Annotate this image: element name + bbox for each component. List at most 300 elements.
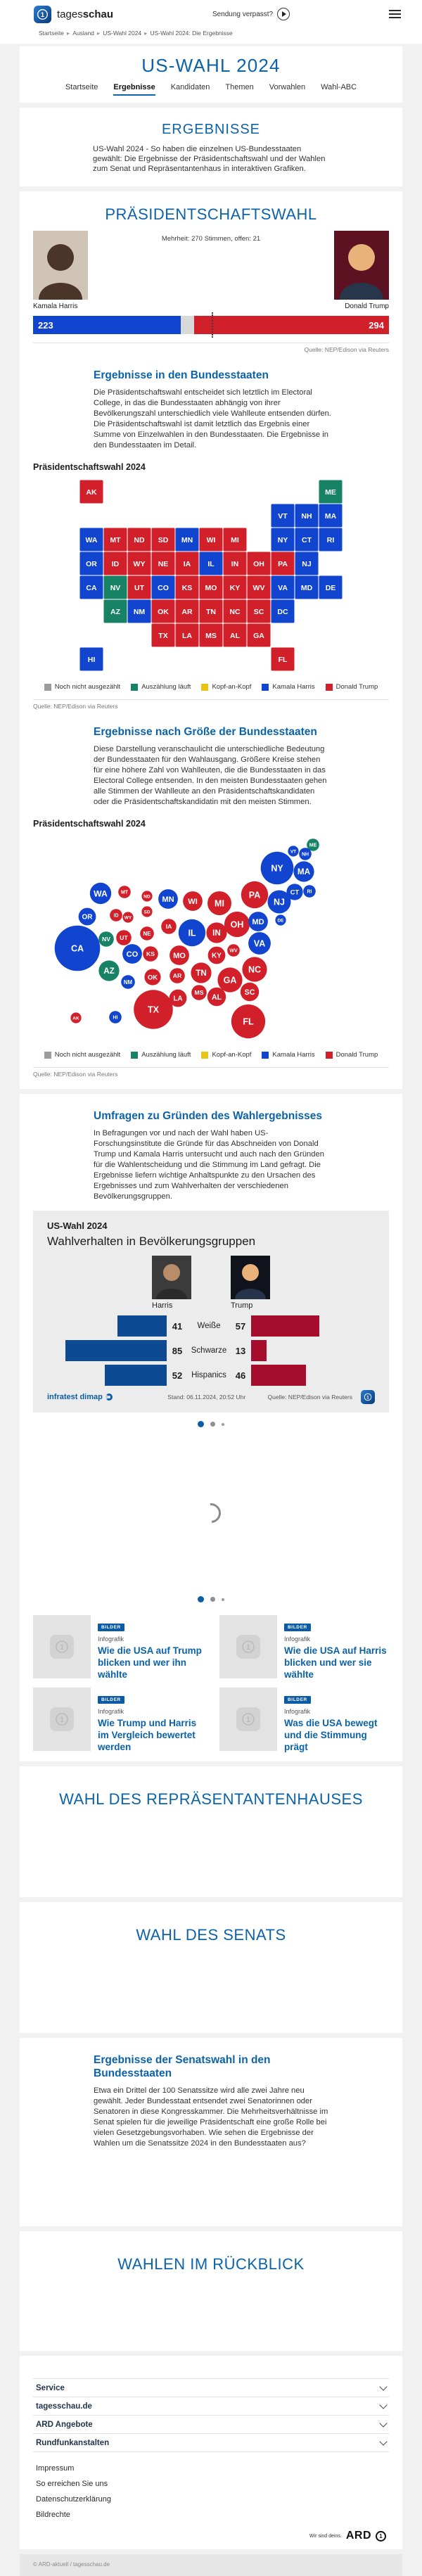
state-tile-NM[interactable] (128, 600, 151, 623)
svg-text:NE: NE (158, 560, 169, 568)
teaser-kicker: Infografik (284, 1708, 311, 1715)
accordion-label: Service (36, 2383, 65, 2392)
svg-text:WI: WI (206, 536, 216, 544)
carousel-dot-2[interactable] (210, 1422, 215, 1427)
tagesschau-logo[interactable] (34, 6, 113, 23)
state-tile-ND[interactable] (128, 528, 151, 551)
footer-link-datenschutzerkl-rung[interactable]: Datenschutzerklärung (36, 2495, 112, 2504)
svg-text:WY: WY (124, 915, 132, 921)
teaser-card[interactable] (33, 1688, 203, 1753)
state-bubble-MA[interactable] (293, 861, 314, 881)
state-bubble-TX[interactable] (134, 990, 173, 1029)
footer-accordion-tagesschau-de[interactable] (33, 2397, 389, 2415)
state-bubble-SD[interactable] (141, 906, 152, 917)
menu-icon[interactable] (389, 10, 401, 18)
state-tile-VA[interactable] (271, 576, 295, 599)
trump-value: 13 (235, 1345, 246, 1356)
legend-item (44, 1051, 120, 1059)
results-heading: ERGEBNISSE (161, 122, 261, 137)
state-bubble-AR[interactable] (170, 968, 185, 983)
majority-marker (212, 312, 213, 338)
svg-text:VA: VA (253, 938, 266, 949)
legend-label: Auszählung läuft (141, 683, 191, 691)
teaser-badge: BILDER (284, 1696, 311, 1704)
state-bubble-IL[interactable] (179, 919, 205, 946)
state-tile-AR[interactable] (176, 600, 199, 623)
svg-text:MA: MA (324, 512, 337, 521)
svg-text:OK: OK (158, 608, 169, 616)
state-tile-ME[interactable] (319, 480, 343, 504)
svg-text:TN: TN (196, 969, 207, 978)
svg-text:1: 1 (366, 1395, 369, 1401)
state-tile-AK[interactable] (80, 480, 103, 504)
state-bubble-MT[interactable] (118, 886, 131, 898)
svg-text:NY: NY (271, 863, 283, 874)
svg-text:OK: OK (148, 974, 158, 981)
state-tile-FL[interactable] (271, 648, 295, 671)
state-bubble-NM[interactable] (121, 975, 135, 989)
state-tile-LA[interactable] (176, 624, 199, 647)
footer-accordion-ard-angebote[interactable] (33, 2415, 389, 2433)
state-bubble-ID[interactable] (110, 909, 122, 922)
state-bubble-SC[interactable] (241, 983, 259, 1001)
state-tile-RI[interactable] (319, 528, 343, 551)
state-bubble-KY[interactable] (208, 947, 226, 964)
state-bubble-AK[interactable] (70, 1012, 81, 1023)
chart-title: Wahlverhalten in Bevölkerungsgruppen (47, 1235, 256, 1248)
house-section-card (20, 1766, 402, 1897)
svg-text:UT: UT (134, 584, 144, 592)
state-bubble-NE[interactable] (140, 926, 154, 941)
svg-text:PA: PA (278, 560, 288, 568)
sendung-verpasst-link[interactable] (212, 8, 290, 20)
harris-bar (65, 1340, 167, 1361)
state-tile-NJ[interactable] (295, 552, 319, 575)
teaser-body (98, 1615, 203, 1681)
svg-text:CA: CA (70, 943, 84, 954)
svg-text:TX: TX (148, 1005, 159, 1015)
state-tile-GA[interactable] (248, 624, 271, 647)
carousel-dot-3[interactable] (222, 1598, 224, 1601)
demographics-chart-panel (33, 1211, 389, 1413)
legend-label: Kamala Harris (272, 1051, 315, 1059)
state-bubble-OH[interactable] (224, 912, 250, 937)
svg-text:MI: MI (215, 898, 224, 909)
state-bubble-OK[interactable] (144, 969, 160, 985)
svg-text:NV: NV (102, 936, 110, 943)
source-note: Quelle: NEP/Edison via Reuters (304, 346, 389, 353)
svg-text:NJ: NJ (274, 897, 285, 907)
results-intro-text: US-Wahl 2024 - So haben die einzelnen US-Bundesstaaten gewählt: Die Ergebnisse der Präsidentschaftswahl und der Wahlen zum Senat und Repräsentantenhaus in interaktiven Grafiken. (93, 145, 326, 173)
state-bubble-MN[interactable] (158, 889, 178, 909)
loading-spinner-icon (197, 1499, 224, 1526)
trump-name: Donald Trump (345, 302, 389, 310)
size-block-heading: Ergebnisse nach Größe der Bundesstaaten (94, 726, 317, 738)
breadcrumb-item[interactable]: US-Wahl 2024: Die Ergebnisse (150, 30, 233, 37)
svg-text:RI: RI (307, 889, 312, 895)
state-bubble-AL[interactable] (207, 988, 226, 1006)
state-bubble-OR[interactable] (79, 908, 96, 926)
state-bubble-GA[interactable] (217, 967, 242, 992)
state-tile-IN[interactable] (224, 552, 247, 575)
svg-text:KY: KY (229, 584, 241, 592)
state-bubble-PA[interactable] (241, 881, 268, 908)
state-bubble-TN[interactable] (191, 962, 211, 983)
svg-text:AK: AK (72, 1016, 79, 1021)
state-bubble-MD[interactable] (248, 912, 268, 931)
state-bubble-VT[interactable] (288, 846, 298, 856)
state-tile-MN[interactable] (176, 528, 199, 551)
electoral-college-bar (33, 316, 389, 334)
tab-wahl-abc[interactable]: Wahl-ABC (321, 83, 357, 91)
svg-text:MO: MO (205, 584, 217, 592)
svg-text:NM: NM (133, 608, 146, 616)
state-bubble-IN[interactable] (206, 922, 226, 943)
state-tile-NE[interactable] (152, 552, 175, 575)
tagesschau-mini-icon (361, 1390, 375, 1404)
state-tile-AL[interactable] (224, 624, 247, 647)
senate-results-card (20, 2038, 402, 2226)
chevron-down-icon (379, 2401, 387, 2409)
state-bubble-LA[interactable] (170, 990, 187, 1007)
svg-text:IN: IN (212, 929, 221, 938)
infratest-dimap-logo[interactable]: infratest dimap (47, 1393, 146, 1401)
svg-text:CT: CT (302, 536, 312, 544)
svg-text:NH: NH (301, 852, 309, 857)
svg-text:GA: GA (223, 975, 237, 986)
svg-text:AK: AK (86, 488, 97, 497)
teaser-kicker: Infografik (98, 1708, 124, 1715)
legend-item (262, 683, 314, 691)
divider (33, 1067, 389, 1068)
tagesschau-globe-icon (236, 1707, 260, 1731)
breadcrumb-separator: ▸ (66, 30, 70, 37)
footer-link-bildrechte[interactable]: Bildrechte (36, 2511, 70, 2519)
state-bubble-NC[interactable] (242, 957, 267, 981)
state-tile-KY[interactable] (224, 576, 247, 599)
teaser-title[interactable]: Wie Trump und Harris im Vergleich bewertet werden (98, 1718, 197, 1752)
carousel-dot-1[interactable] (198, 1421, 204, 1427)
legend-label: Kamala Harris (272, 683, 315, 691)
carousel-dot-1[interactable] (198, 1596, 204, 1602)
state-bubble-DE[interactable] (275, 914, 286, 925)
state-tile-OH[interactable] (248, 552, 271, 575)
carousel-dot-2[interactable] (210, 1597, 215, 1602)
harris-bar (117, 1315, 167, 1337)
bubble-map-title: Präsidentschaftswahl 2024 (33, 819, 146, 829)
teaser-title[interactable]: Was die USA bewegt und die Stimmung prägt (284, 1718, 378, 1752)
chart-stand: Stand: 06.11.2024, 20:52 Uhr (167, 1394, 246, 1401)
demographics-rows (47, 1315, 375, 1386)
state-tile-NV[interactable] (104, 576, 127, 599)
page-title: US-WAHL 2024 (141, 55, 281, 76)
teaser-title[interactable]: Wie die USA auf Harris blicken und wer sie wählte (284, 1645, 387, 1680)
majority-note: Mehrheit: 270 Stimmen, offen: 21 (161, 235, 261, 243)
svg-text:NJ: NJ (302, 560, 312, 568)
state-bubble-KS[interactable] (143, 946, 158, 962)
related-teasers (33, 1615, 389, 1753)
footer-link-impressum[interactable]: Impressum (36, 2464, 75, 2473)
brand-wordmark: tagesschau (57, 8, 114, 20)
svg-text:MS: MS (194, 989, 204, 997)
tab-ergebnisse[interactable]: Ergebnisse (113, 83, 155, 96)
carousel-dot-3[interactable] (222, 1423, 224, 1426)
state-tile-TN[interactable] (200, 600, 223, 623)
chart-source: Quelle: NEP/Edison via Reuters (267, 1394, 352, 1401)
svg-text:AZ: AZ (103, 967, 115, 976)
footer-accordion (33, 2378, 389, 2452)
state-bubble-WA[interactable] (90, 883, 111, 904)
state-tile-MT[interactable] (104, 528, 127, 551)
teaser-body (284, 1615, 389, 1681)
globe-1-icon (37, 8, 49, 20)
chart-footer (47, 1390, 375, 1404)
state-bubble-MI[interactable] (207, 891, 231, 915)
svg-text:WI: WI (188, 898, 198, 907)
hero-card (20, 46, 402, 103)
divider (33, 699, 389, 700)
footer-accordion-service[interactable] (33, 2378, 389, 2397)
svg-text:SD: SD (143, 910, 151, 915)
teaser-image-placeholder (33, 1688, 91, 1751)
state-tile-NH[interactable] (295, 504, 319, 528)
svg-text:WA: WA (94, 888, 108, 899)
teaser-image-placeholder (219, 1688, 277, 1751)
state-bubble-MS[interactable] (191, 985, 207, 1000)
state-bubble-IA[interactable] (161, 919, 177, 934)
state-tile-KS[interactable] (176, 576, 199, 599)
svg-text:ME: ME (309, 843, 317, 848)
legend-item (201, 1051, 251, 1059)
ard-1-icon: 1 (376, 2531, 386, 2542)
legend-item (131, 1051, 191, 1059)
svg-text:NV: NV (110, 584, 121, 592)
results-intro-card (20, 108, 402, 186)
state-tile-MD[interactable] (295, 576, 319, 599)
state-tile-CA[interactable] (80, 576, 103, 599)
state-bubble-NY[interactable] (261, 852, 294, 885)
state-bubble-WI[interactable] (183, 891, 203, 911)
state-bubble-CA[interactable] (55, 926, 101, 971)
legend-item (201, 683, 251, 691)
state-tile-AZ[interactable] (104, 600, 127, 623)
harris-bar-segment: 223 (33, 316, 181, 334)
map-legend (33, 1051, 389, 1059)
trump-bar (251, 1340, 267, 1361)
svg-text:IL: IL (188, 928, 196, 938)
svg-text:KS: KS (181, 584, 193, 592)
teaser-body (284, 1688, 389, 1753)
senate-results-heading: Ergebnisse der Senatswahl in den Bundesstaaten (94, 2054, 271, 2079)
state-tile-MO[interactable] (200, 576, 223, 599)
svg-text:VA: VA (278, 584, 288, 592)
breadcrumb-item[interactable]: Startseite (39, 30, 64, 37)
svg-text:DE: DE (277, 918, 284, 924)
teaser-badge: BILDER (98, 1624, 124, 1631)
state-bubble-MO[interactable] (170, 945, 189, 965)
state-tile-UT[interactable] (128, 576, 151, 599)
legend-swatch (262, 684, 269, 691)
state-winner-map (79, 480, 343, 671)
svg-text:MN: MN (162, 895, 174, 905)
state-tile-MS[interactable] (200, 624, 223, 647)
polls-heading: Umfragen zu Gründen des Wahlergebnisses (94, 1110, 322, 1122)
breadcrumb-item[interactable]: Ausland (72, 30, 94, 37)
svg-text:OH: OH (253, 560, 264, 568)
svg-text:WV: WV (252, 584, 265, 592)
state-bubble-ND[interactable] (141, 891, 152, 901)
legend-item (326, 1051, 378, 1059)
teaser-image-placeholder (219, 1615, 277, 1678)
breadcrumb (0, 28, 422, 44)
tab-kandidaten[interactable]: Kandidaten (170, 83, 210, 91)
svg-text:AR: AR (181, 608, 193, 616)
trump-bar-segment: 294 (194, 316, 389, 334)
state-tile-ID[interactable] (104, 552, 127, 575)
state-bubble-WV[interactable] (227, 944, 240, 957)
state-tile-DC[interactable] (271, 600, 295, 623)
state-bubble-UT[interactable] (116, 930, 132, 945)
svg-text:IA: IA (165, 923, 172, 931)
svg-text:NC: NC (229, 608, 241, 616)
state-tile-CT[interactable] (295, 528, 319, 551)
legend-swatch (201, 684, 208, 691)
state-bubble-RI[interactable] (303, 885, 316, 898)
polls-card (20, 1094, 402, 1761)
play-icon[interactable] (277, 8, 290, 20)
svg-text:ID: ID (113, 913, 119, 919)
state-tile-TX[interactable] (152, 624, 175, 647)
state-tile-MA[interactable] (319, 504, 343, 528)
state-bubble-NV[interactable] (98, 931, 114, 947)
state-tile-HI[interactable] (80, 648, 103, 671)
harris-bar-track (47, 1315, 167, 1337)
state-tile-SD[interactable] (152, 528, 175, 551)
state-tile-WI[interactable] (200, 528, 223, 551)
legend-label: Noch nicht ausgezählt (54, 683, 121, 691)
state-tile-OR[interactable] (80, 552, 103, 575)
state-tile-DE[interactable] (319, 576, 343, 599)
harris-label: Harris (152, 1301, 173, 1310)
state-bubble-CO[interactable] (122, 944, 142, 964)
svg-text:IN: IN (231, 560, 239, 568)
svg-text:NY: NY (277, 536, 288, 544)
state-bubble-cartogram (53, 835, 341, 1039)
accordion-label: ARD Angebote (36, 2420, 93, 2429)
legend-label: Donald Trump (335, 683, 378, 691)
svg-text:1: 1 (40, 11, 45, 18)
trump-photo (334, 231, 389, 300)
tab-themen[interactable]: Themen (225, 83, 254, 91)
tab-bar (20, 83, 402, 96)
states-block-text: Die Präsidentschaftswahl entscheidet sich letztlich im Electoral College, in das die Bundesstaaten abhängig von ihrer Bevölkerungszahl unterschiedlich viele Wahlleute entsenden dürfen. Die Präsidentschaftswahl ist damit letztlich das Ergebnis einer Summe von Einzelwahlen in den Bundesstaaten. Die Ergebnisse in den Bundesstaaten im Detail. (94, 388, 331, 449)
state-bubble-NH[interactable] (299, 848, 312, 860)
svg-text:MS: MS (205, 632, 217, 640)
tagesschau-globe-icon (50, 1635, 74, 1659)
svg-text:AZ: AZ (110, 608, 120, 616)
teaser-card[interactable] (219, 1615, 389, 1681)
chevron-down-icon (379, 2437, 387, 2445)
harris-bar (105, 1365, 167, 1386)
trump-value: 46 (235, 1370, 246, 1381)
harris-name: Kamala Harris (33, 302, 78, 310)
breadcrumb-separator: ▸ (96, 30, 101, 37)
harris-value: 41 (172, 1320, 183, 1332)
svg-text:GA: GA (253, 632, 264, 640)
trump-bar-track (251, 1365, 371, 1386)
svg-text:NM: NM (123, 978, 133, 986)
teaser-title[interactable]: Wie die USA auf Trump blicken und wer ihn wählte (98, 1645, 202, 1680)
category-label: Schwarze (191, 1346, 227, 1355)
state-tile-CO[interactable] (152, 576, 175, 599)
sendung-verpasst-label: Sendung verpasst? (212, 10, 274, 18)
state-bubble-NJ[interactable] (268, 891, 291, 914)
state-bubble-HI[interactable] (109, 1011, 122, 1024)
carousel-pagination (33, 1596, 389, 1602)
tagesschau-app-icon (34, 6, 51, 23)
state-tile-WV[interactable] (248, 576, 271, 599)
legend-swatch (326, 1052, 333, 1059)
infratest-donut-icon (106, 1394, 113, 1401)
legend-item (44, 683, 120, 691)
svg-text:SC: SC (244, 988, 255, 997)
svg-text:NH: NH (301, 512, 312, 521)
state-tile-PA[interactable] (271, 552, 295, 575)
candidate-names (33, 302, 389, 310)
svg-text:RI: RI (326, 536, 335, 544)
state-bubble-WY[interactable] (122, 912, 133, 922)
tab-startseite[interactable]: Startseite (65, 83, 98, 91)
svg-text:TN: TN (206, 608, 216, 616)
svg-text:MD: MD (252, 918, 264, 927)
svg-text:MA: MA (297, 867, 311, 877)
teaser-card[interactable] (219, 1688, 389, 1753)
tab-vorwahlen[interactable]: Vorwahlen (269, 83, 306, 91)
state-tile-WA[interactable] (80, 528, 103, 551)
state-tile-NC[interactable] (224, 600, 247, 623)
svg-text:AL: AL (230, 632, 240, 640)
state-bubble-AZ[interactable] (98, 960, 119, 981)
state-tile-MI[interactable] (224, 528, 247, 551)
footer-link-so-erreichen-sie-uns[interactable]: So erreichen Sie uns (36, 2480, 108, 2488)
svg-text:MN: MN (181, 536, 193, 544)
svg-text:ID: ID (111, 560, 120, 568)
teaser-card[interactable] (33, 1615, 203, 1681)
svg-text:VT: VT (278, 512, 288, 521)
state-tile-IA[interactable] (176, 552, 199, 575)
svg-text:UT: UT (120, 934, 128, 942)
svg-text:FL: FL (278, 656, 288, 664)
state-tile-WY[interactable] (128, 552, 151, 575)
state-bubble-VA[interactable] (248, 932, 271, 955)
svg-text:WV: WV (229, 948, 238, 954)
state-bubble-FL[interactable] (231, 1005, 265, 1038)
svg-text:OH: OH (230, 919, 244, 930)
footer-accordion-rundfunkanstalten[interactable] (33, 2433, 389, 2452)
polls-text: In Befragungen vor und nach der Wahl haben US-Forschungsinstitute die Gründe für das Abschneiden von Donald Trump und Kamala Harris untersucht und auch nach den Gründen für die Wahlentscheidung und die Stimmung im Land gefragt. Die Ergebnisse liefern wichtige Anhaltspunkte zu den Ursachen des Ergebnisses und zum Wahlverhalten der verschiedenen Bevölkerungsgruppen. (94, 1129, 324, 1201)
svg-text:IA: IA (183, 560, 191, 568)
legend-swatch (131, 684, 138, 691)
state-tile-IL[interactable] (200, 552, 223, 575)
state-tile-VT[interactable] (271, 504, 295, 528)
state-tile-NY[interactable] (271, 528, 295, 551)
legend-item (131, 683, 191, 691)
legend-swatch (44, 684, 51, 691)
review-section-card (20, 2231, 402, 2351)
state-tile-SC[interactable] (248, 600, 271, 623)
state-tile-OK[interactable] (152, 600, 175, 623)
breadcrumb-item[interactable]: US-Wahl 2024 (103, 30, 142, 37)
